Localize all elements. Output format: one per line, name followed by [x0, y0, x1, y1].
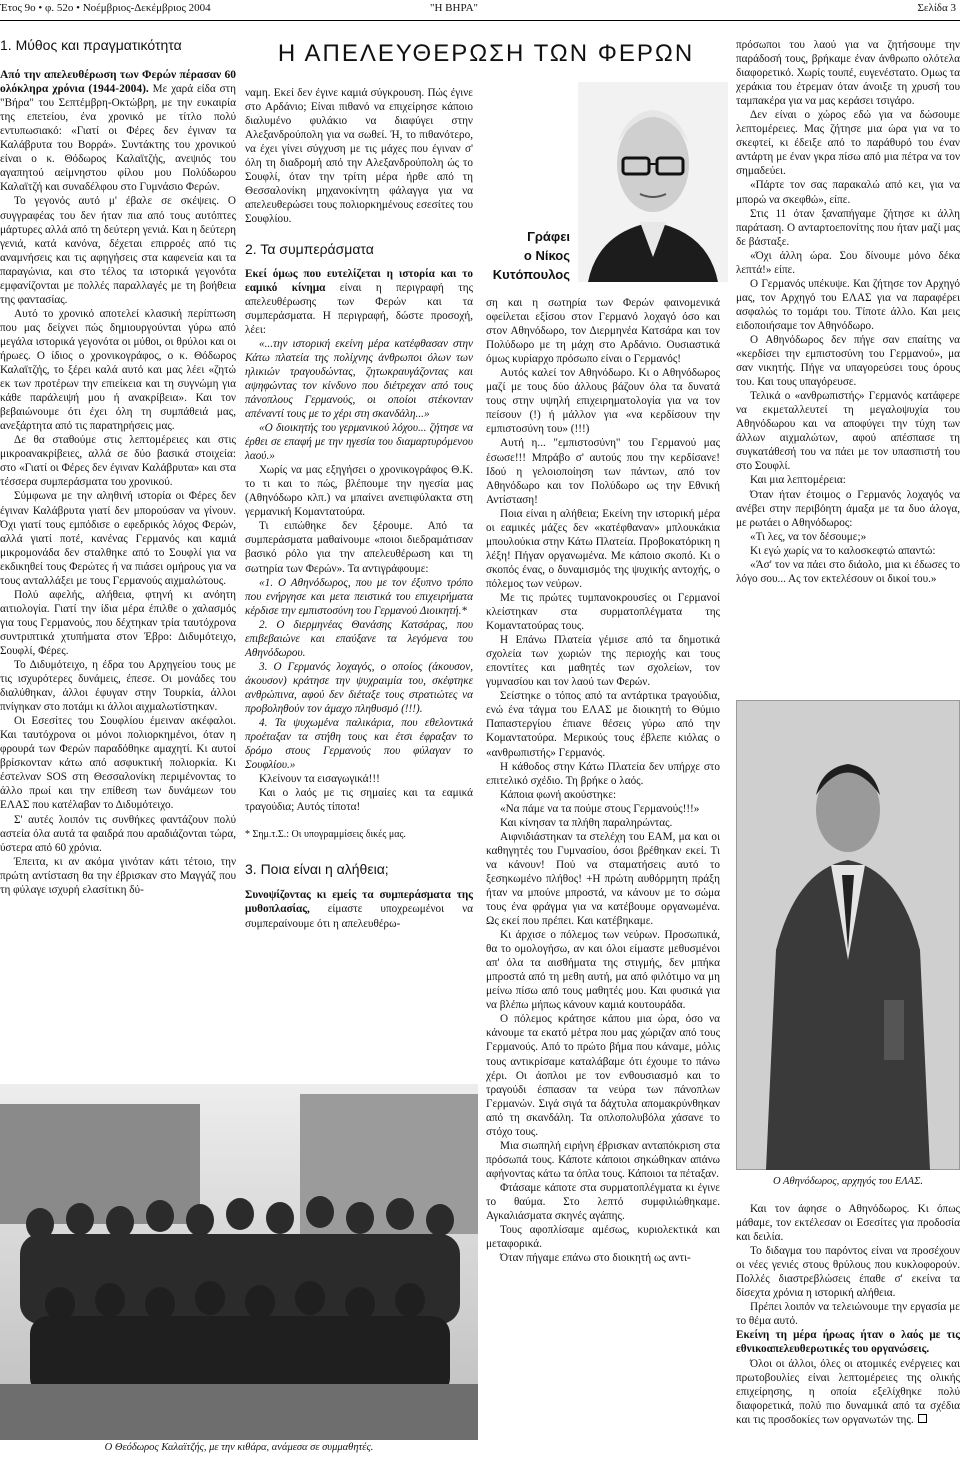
- lead-rest-2: είναι η περιγραφή της απελευθέρωσης των Φερών και τα συμπεράσματα. Η περιγραφή, δώστε προσοχή, λέει:: [245, 281, 473, 336]
- paragraph: Χωρίς να μας εξηγήσει ο χρονικογράφος Θ.Κ. το τι και το πώς, βλέπουμε την ηγεσία μας (Αθηνόδωρο κλπ.) να μπαίνει ανεπιφύλακτα στη γερμανική Κομαντατούρα.: [245, 464, 473, 519]
- lead-bold: Από την απελευθέρωση των Φερών πέρασαν 60 ολόκληρα χρόνια (1944-2004).: [0, 69, 236, 96]
- paragraph: Με τις πρώτες τυμπανοκρουσίες οι Γερμανοί κλείστηκαν στα συρματοπλέγματα της Κομαντατούρας τους.: [486, 591, 720, 633]
- paragraph: Τι ειπώθηκε δεν ξέρουμε. Από τα συμπεράσματα μαθαίνουμε «ποιοι διεδραμάτισαν βασικό ρόλο για την απελευθέρωση και τη σωτηρία των Φερών». Τα αντιγράφουμε:: [245, 520, 473, 575]
- paragraph: Σύμφωνα με την αληθινή ιστορία οι Φέρες δεν έγιναν Καλάβρυτα γιατί δεν μπορούσαν να γίνουν. Όχι γιατί τους εμπόδισε ο εφεδρικός λόχος Φερών, αλλά γιατί ποτέ, κανένας Γερμανός και καμιά μικρομονάδα δεν σταλθηκε από το Σουφλί για να εκδικηθεί τους Φερώτες ή να πιάσει ομήρους για να τους ανταλλάξει με τους Γερμανούς αιχμαλώτους.: [0, 490, 236, 587]
- athinodoros-caption: Ο Αθηνόδωρος, αρχηγός του ΕΛΑΣ.: [773, 1176, 923, 1187]
- paragraph: Όταν ήταν έτοιμος ο Γερμανός λοχαγός να ανέβει στην περιβόητη άμαξα με τα δυο άλογα, με ρωτάει ο Αθηνόδωρος:: [736, 488, 960, 529]
- paragraph: Αυτός καλεί τον Αθηνόδωρο. Κι ο Αθηνόδωρος μαζί με τους δύο άλλους βάζουν όλα τα δυνατά τους στην υψηλή επιχειρηματολογία για να τον πείσουν (!) ή μάλλον για «να κερδίσουν την εμπιστοσύνη του» (!!!): [486, 367, 720, 436]
- article-title: Η ΑΠΕΛΕΥΘΕΡΩΣΗ ΤΩΝ ΦΕΡΩΝ: [244, 36, 728, 72]
- paragraph: Όταν πήγαμε επάνω στο διοικητή ως αντι-: [500, 1252, 691, 1265]
- paragraph: Κάποια φωνή ακούστηκε:: [500, 788, 617, 801]
- page-header: [0, 0, 960, 20]
- paragraph: Και κίνησαν τα πλήθη παραληρώντας.: [500, 816, 673, 829]
- quote: «...την ιστορική εκείνη μέρα κατέφθασαν στην Κάτω πλατεία της πολίχνης άνθρωποι όλων των ηλικιών τραγουδώντας, ζητωκραυγάζοντας και αψηφώντας τον κίνδυνο που διέτρεχαν από τους πάνοπλους Γερμανούς, οι οποίοι στέκονταν απέναντί τους με το χέρι στη σκανδάλη...»: [245, 337, 473, 420]
- list-item: «1. Ο Αθηνόδωρος, που με τον έξυπνο τρόπο που ενήργησε και μετα πειστικά του επιχειρήματα κέρδισε την εμπιστοσύνη του Γερμανού Διοικητή.*: [245, 576, 473, 617]
- footnote: * Σημ.τ.Σ.: Οι υπογραμμίσεις δικές μας.: [245, 829, 406, 841]
- section-heading-3: 3. Ποια είναι η αλήθεια;: [245, 861, 389, 878]
- column-1: [0, 38, 236, 897]
- lead-paragraph-3: [245, 888, 473, 930]
- paragraph: πρόσωποι του λαού για να ζητήσουμε την παράδοσή τους, βρήκαμε έναν άνθρωπο ολότελα διαφορετικό. Χωρίς τουπέ, ευγενέστατο. Ομως τα χεράκια του έτρεμαν όταν άνοιξε τη χρυσή του ταμπακέρα για να μας κεράσει τσιγάρο.: [736, 39, 960, 108]
- paragraph: Η κάθοδος στην Κάτω Πλατεία δεν υπήρχε στο επιτελικό σχέδιο. Τη βρήκε ο λαός.: [486, 760, 720, 787]
- lead-bold-2: Εκεί όμως που ευτελίζεται η ιστορία και το εαμικό κίνημα: [245, 267, 473, 294]
- group-photo-caption: Ο Θεόδωρος Καλαϊτζής, με την κιθάρα, ανάμεσα σε συμμαθητές.: [104, 1442, 374, 1453]
- paragraph: Αυτό το χρονικό αποτελεί κλασική περίπτωση που μας δείχνει πώς δημιουργούνται γύρω από μεγάλα ιστορικά γεγονότα οι μύθοι, οι θρύλοι και οι ήρωες. Ο ίδιος ο χρονικογράφος, ο κ. Θόδωρος Καλαϊτζής, το ξέρει καλά αυτό και μας λέει «ζητώ εκ των προτέρων την επιείκεια και τη συγνώμη για κάθε παράλειψή μου ή ανακρίβεια». Και τον βεβαιώνουμε ότι έχει όλη τη συμπάθειά μας, ανεξάρτητα από τις παρατηρήσεις μας.: [0, 307, 236, 433]
- group-photo: [0, 1084, 478, 1440]
- paragraph: Η Επάνω Πλατεία γέμισε από τα δημοτικά σχολεία των χωριών της περιοχής και τους εποντίτες και μαθητές των σχολείων, τον γυμνασίου και τον λαού των Φερών.: [486, 634, 720, 689]
- paragraph: Τελικά ο «ανθρωπιστής» Γερμανός κατάφερε να εκμεταλλευτεί τη μεγαλοψυχία του Αθηνόδωρου και να αποφύγει την τύχη των άλλων αιχμαλώτων, αφού απέσπασε τη συγκατάθεσή του να πάει με τον υπασπιστή του στο Σουφλί.: [736, 390, 960, 473]
- column-4: [736, 38, 960, 586]
- lead-bold-3: Συνοψίζοντας κι εμείς τα συμπεράσματα της μυθοπλασίας,: [245, 889, 473, 916]
- paragraph: Σείστηκε ο τόπος από τα αντάρτικα τραγούδια, ενώ ένα τάγμα του ΕΛΑΣ με διοικητή το Θύμιο Παπαστεργίου έπιανε θέσεις γύρω από την Κομαντατούρα. Μερικούς τους έβλεπε κιόλας ο «ανθρωπιστής» Γερμανός.: [486, 690, 720, 759]
- paragraph: Αυτή η... "εμπιστοσύνη" του Γερμανού μας έσωσε!!! Μπράβο σ' αυτούς που την κερδίσανε! Ιδού η γελοιοποίηση των πάντων, από τον Αθηνόδωρο και τον Πολύδωρο ως την Εθνική Αντίσταση!: [486, 437, 720, 506]
- paragraph: Δεν είναι ο χώρος εδώ για να δώσουμε λεπτομέρειες. Μας ζήτησε μια ώρα για να το σκεφτεί, κι έδειξε από το παράθυρό του έναν αντάρτη με έναν γκρα πίσω από μια πέτρα να τον σημαδεύει.: [736, 109, 960, 178]
- section-heading-1: 1. Μύθος και πραγματικότητα: [0, 37, 182, 53]
- newspaper-name: "Η ΒΗΡΑ": [430, 2, 479, 14]
- column-3: [486, 296, 720, 1265]
- paragraph-last: [736, 1357, 960, 1427]
- header-rule: [0, 20, 960, 21]
- paragraph: Έπειτα, κι αν ακόμα γινόταν κάτι τέτοιο, την πρώτη αντίσταση θα την έβρισκαν στο Μαγγάζ που τη φύλαγε ισχυρή ελασίτικη δύ-: [0, 855, 236, 896]
- paragraph: Ο πόλεμος κράτησε κάπου μια ώρα, όσο να κάνουμε τα εκατό μέτρα που μας χώριζαν από τους Γερμανούς. Από το πρώτο βήμα που κάναμε, μόλις τους αντικρίσαμε καταλάβαμε ότι έχουμε το πάνω χέρι. Οι άοπλοι με τον ενθουσιασμό και το τραγούδι έσπασαν τα νεύρα των πάνοπλων Γερμανών. Σιγά σιγά τα δάχτυλα απομακρύνθηκαν από τη σκανδάλη. Τα οπλοπολυβόλα χάσανε το στόχο τους.: [486, 1013, 720, 1138]
- issue-info: Έτος 9ο • φ. 52ο • Νοέμβριος-Δεκέμβριος 2004: [0, 2, 211, 14]
- author-portrait: [578, 82, 728, 282]
- byline-line-1: Γράφει: [527, 229, 570, 244]
- athinodoros-photo: [736, 700, 960, 1170]
- paragraph: ση και η σωτηρία των Φερών φαινομενικά οφείλεται εξίσου στον Γερμανό λοχαγό όσο και στον Αθηνόδωρο, τον Διερμηνέα Κατσάρα και τον Πολύδωρο με τη μάχη στο Αρδάνιο. Ουσιαστικά όμως κυρίαρχο πρόσωπο είναι ο Γερμανός!: [486, 297, 720, 366]
- paragraph: «Τι λες, να τον δέσουμε;»: [750, 530, 867, 543]
- paragraph: «Όχι άλλη ώρα. Σου δίνουμε μόνο δέκα λεπτά!» είπε.: [736, 249, 960, 276]
- paragraph: ναμη. Εκεί δεν έγινε καμιά σύγκρουση. Πώς έγινε στο Αρδάνιο; Είναι πιθανό να επιχείρησε κάποιο διαλυμένο φυλάκιο να διαφύγει στην Αλεξανδρούπολη για να σωθεί. Ή, το πιθανότερο, να έχει γίνει σύγχυση με τις μάχες που έγιναν σ' όλη τη διαδρομή από την Αλεξανδρούπολη ώς το Σουφλί, όταν την τρίτη μέρα ήρθε από τη Θεσσαλονίκη μηχανοκίνητη φάλαγγα για να απελευθερώσει τους πολιορκημένους εσεσίτες του Σουφλίου.: [245, 87, 473, 226]
- lead-rest-3: είμαστε υποχρεωμένοι να συμπεραίνουμε ότι η απελευθέρω-: [245, 903, 473, 930]
- athinodoros-image: [736, 700, 960, 1170]
- paragraph: Κλείνουν τα εισαγωγικά!!!: [259, 773, 380, 786]
- paragraph: Το Διδυμότειχο, η έδρα του Αρχηγείου τους με τις ισχυρότερες δυνάμεις, έπεσε. Οι μονάδες του διαλύθηκαν, άλλοι έφυγαν στην Τουρκία, άλλοι πνίγηκαν στο ποτάμι κι άλλοι αιχμαλωτίστηκαν.: [0, 659, 236, 714]
- paragraph: Οι Εσεσίτες του Σουφλίου έμειναν ακέφαλοι. Και ταυτόχρονα οι μόνοι πολιορκημένοι, όταν η φρουρά των Φερών παραδόθηκε αμαχητί. Κι αυτοί βρίσκονταν κάτω από ασφυκτική πολιορκία. Κι έστελναν SOS στη Θεσσαλονίκη περιμένοντας το άλλο πρωί και την επίθεση των δυνάμεων του ΕΛΑΣ που κατέλαβαν το Διδυμότειχο.: [0, 715, 236, 812]
- paragraph: Αιφνιδιάστηκαν τα στελέχη του ΕΑΜ, μα και οι καθηγητές του Γυμνασίου, όσοι βρέθηκαν εκεί. Τι να κάνουν! Πού να σταματήσεις αυτό το ξεσηκωμένο πλήθος! +Η πρώτη αυθόρμητη πράξη ήταν να μπούνε μπροστά, να κάνουν με το σώμα τους ένα φράγμα για να κατέβουμε οργανωμένα. Ως εκεί που πρέπει. Και κατέβηκαμε.: [486, 830, 720, 928]
- paragraph: Κι άρχισε ο πόλεμος των νεύρων. Προσωπικά, θα το ομολογήσω, αν και όλοι είμαστε μεθυσμένοι απ' όλα τα αισθήματα της στιγμής, δεν μπήκα μπροστά από τη μεθη αυτή, μα από φιλότιμο να μη μείνω πίσω από τους μαθητές μου. Και φυσικά για να βλέπω μήπως κάνουν καμιά κουτουράδα.: [486, 929, 720, 1012]
- paragraph: Το γεγονός αυτό μ' έβαλε σε σκέψεις. Ο συγγραφέας του δεν ήταν πια από τους αυτόπτες μάρτυρες αλλά από τη δεύτερη γενιά. Και η δεύτερη γενιά, κατά κανόνα, δέχεται επιρροές από τις αναμνήσεις και τις αφηγήσεις στα καφενεία και τα παραγώνια, και στο τέλος τα ιστορικά γεγονότα εμφανίζονται με πολλές παραλλαγές με τη βοήθεια της φαντασίας.: [0, 195, 236, 306]
- page-number: Σελίδα 3: [917, 2, 956, 14]
- paragraph: Ο Γερμανός υπέκυψε. Και ζήτησε τον Αρχηγό μας, τον Αρχηγό του ΕΛΑΣ για να παραφέρει ασφαλώς το τομάρι του. Τίποτε άλλο. Και μεις ειδοποιήσαμε τον Αθηνόδωρο.: [736, 277, 960, 332]
- lead-paragraph-2: [245, 267, 473, 337]
- paragraph: Δε θα σταθούμε στις λεπτομέρειες και στις μικροανακρίβειες, αλλά σε δύο βασικά στοιχεία: στο «Γιατί οι Φέρες δεν έγιναν Καλάβρυτα» και στα τέσσερα συμπεράσματα του χρονικού.: [0, 434, 236, 489]
- paragraph: Πολύ αφελής, αλήθεια, φτηνή κι ανόητη αιτιολογία. Γιατί την ίδια μέρα έπιλθε ο χαλασμός για τους Γερμανούς, που δέχτηκαν τρία ταυτόχρονα συντριπτικά χτυπήματα στον Έβρο: Διδυμότειχο, Σουφλί, Φέρες.: [0, 588, 236, 657]
- paragraph: «Πάρτε τον σας παρακαλώ από κει, για να μπορώ να σκεφθώ», είπε.: [736, 179, 960, 206]
- byline-line-3: Κυτόπουλος: [492, 267, 570, 282]
- paragraph: «Άσ' τον να πάει στο διάολο, μια κι έδωσες το λόγο σου... Ας τον εκτελέσουν οι δικοί του.»: [736, 558, 960, 585]
- last-text: Όλοι οι άλλοι, όλες οι ατομικές ενέργειες και πρωτοβουλίες είναι λεπτομέρειες της ολικής επιχείρησης, η οποία εξελίχθηκε πολύ διαφορετικά, πολύ πιο δυναμικά από τα σχέδια και τις προσδοκίες των οργανωτών της.: [736, 1357, 960, 1426]
- byline: [484, 227, 570, 284]
- paragraph: Μια σιωπηλή ειρήνη έβρισκαν ανταπόκριση στα πρόσωπά τους. Κάποτε κάποιοι σηκώθηκαν απάνω αφήνοντας κάτω τα όπλα τους. Κάποιοι τα πέταξαν.: [486, 1139, 720, 1180]
- paragraph: Και ο λαός με τις σημαίες και τα εαμικά τραγούδια; Αυτός τίποτα!: [245, 787, 473, 814]
- paragraph: Στις 11 όταν ξαναπήγαμε ζήτησε κι άλλη παράταση. Ο ανταρτοεπονίτης που ήταν μαζί μας δε βάσταξε.: [736, 207, 960, 248]
- column-2: [245, 86, 473, 931]
- byline-line-2: ο Νίκος: [523, 248, 570, 263]
- paragraph: Κι εγώ χωρίς να το καλοσκεφτώ απαντώ:: [750, 544, 936, 557]
- paragraph: Το διδαγμα του παρόντος είναι να προσέχουν οι νέες γενιές στους θρύλους που κυκλοφορούν. Πολλές διαστρεβλώσεις έπαθε σ' εκείνα τα δίσεχτα χρόνια η ιστορική αλήθεια.: [736, 1245, 960, 1300]
- list-item: 4. Τα ψυχωμένα παλικάρια, που εθελοντικά προέταξαν τα στήθη τους και έτσι έφραξαν το δρόμο στους Γερμανούς που φύλαγαν το Σουφλίου.»: [245, 717, 473, 772]
- paragraph: Σ' αυτές λοιπόν τις συνθήκες φαντάζουν πολύ αστεία όλα αυτά τα φαιδρά που αραδιάζονται τώρα, ύστερα από 60 χρόνια.: [0, 813, 236, 854]
- section-heading-2: 2. Τα συμπεράσματα: [245, 241, 374, 258]
- paragraph: Ποια είναι η αλήθεια; Εκείνη την ιστορική μέρα οι εαμικές μάζες δεν «κατέφθαναν» μπλουκάκια μπουλούκια στην Κάτω Πλατεία. Προβοκατόρικη η λέξη! Πήγαν οργανωμένα. Με κάποιο σκοπό. Κι ο σκοπός ένας, ο δυναμισμός της ψυχικής αντοχής, ο πόλεμος των νεύρων.: [486, 507, 720, 590]
- end-mark-icon: [918, 1414, 927, 1423]
- group-photo-image: [0, 1084, 478, 1440]
- paragraph: Και τον άφησε ο Αθηνόδωρος. Κι όπως μάθαμε, τον εκτέλεσαν οι Εσεσίτες για προδοσία και δειλία.: [736, 1203, 960, 1244]
- list-item: 3. Ο Γερμανός λοχαγός, ο οποίος (άκουσον, άκουσον) κράτησε την ψυχραιμία του, σκέφτηκε ανθρώπινα, αφού δεν διέταξε τους στρατιώτες να προβοληθούν τον άμαχο πληθυσμό (!!!).: [245, 660, 473, 715]
- paragraph: «Να πάμε να τα πούμε στους Γερμανούς!!!»: [500, 802, 700, 815]
- conclusion-bold: Εκείνη τη μέρα ήρωας ήταν ο λαός με τις εθνικοαπελευθερωτικές του οργανώσεις.: [736, 1329, 960, 1356]
- list-item: 2. Ο διερμηνέας Θανάσης Κατσάρας, που επιβεβαιώνε και επαύξανε τα λεγόμενα του Αθηνόδωρου.: [245, 618, 473, 659]
- paragraph: Και μια λεπτομέρεια:: [750, 474, 846, 487]
- paragraph: Τους αφοπλίσαμε αμέσως, κυριολεκτικά και μεταφορικά.: [486, 1224, 720, 1251]
- paragraph: Πρέπει λοιπόν να τελειώνουμε την εργασία με το θέμα αυτό.: [736, 1301, 960, 1328]
- paragraph: Φτάσαμε κάποτε στα συρματοπλέγματα κι έγινε το θαύμα. Στο λεπτό συμφιλιώθηκαμε. Αγκαλιάσματα σκηνές αγάπης.: [486, 1181, 720, 1223]
- portrait-image: [578, 82, 728, 282]
- lead-rest: Με χαρά είδα στη "Βήρα" του Σεπτέμβρη-Οκτώβρη, με την ευκαιρία της επετείου, ένα χρονικό με τίτλο πολύ εντυπωσιακό: «Γιατί οι Φέρες δεν έγιναν τα Καλάβρυτα του Βορρά». Συντάκτης του χρονικού είναι ο κ. Θόδωρος Καλαϊτζής, ανεψιός του αγαπητού αείμνηστου φίλου μου Πολύδωρου Καλαϊτζή και συναδέλφου στο Γυμνάσιο Φερών.: [0, 83, 236, 194]
- quote: «Ο διοικητής του γερμανικού λόχου... ζήτησε να έρθει σε επαφή με την ηγεσία του διαμαρτυρόμενου λαού.»: [245, 422, 473, 463]
- paragraph: Ο Αθηνόδωρος δεν πήγε σαν επαίτης να «κερδίσει την εμπιστοσύνη του Γερμανού», μα σαν νικητής. Πήγε να υπαγορεύσει τους όρους του. Και τους υπαγόρευσε.: [736, 333, 960, 389]
- column-4-bottom: [736, 1202, 960, 1427]
- lead-paragraph: [0, 68, 236, 194]
